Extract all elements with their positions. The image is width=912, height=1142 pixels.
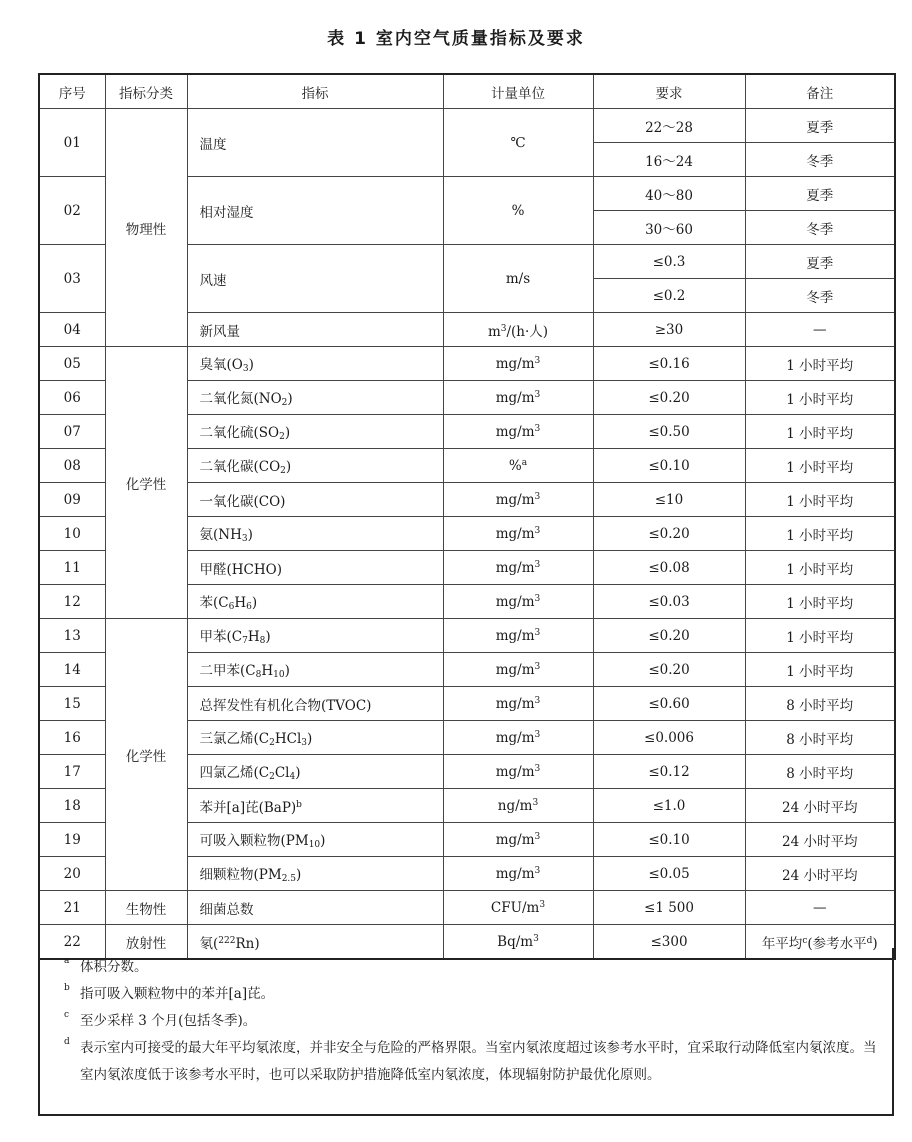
row-no: 22 bbox=[39, 925, 105, 960]
category-physical: 物理性 bbox=[105, 109, 187, 347]
remark: 夏季 bbox=[745, 245, 895, 279]
row-no: 17 bbox=[39, 755, 105, 789]
unit: $mg/m^3$ bbox=[443, 347, 593, 381]
category-radioactive: 放射性 bbox=[105, 925, 187, 960]
row-no: 04 bbox=[39, 313, 105, 347]
category-chemical-continued: 化学性 bbox=[105, 619, 187, 891]
header-no: 序号 bbox=[39, 74, 105, 109]
unit: $mg/m^3$ bbox=[443, 755, 593, 789]
remark: 夏季 bbox=[745, 109, 895, 143]
indicator-name: 新风量 bbox=[187, 313, 443, 347]
footnote-mark: c bbox=[64, 1010, 70, 1020]
table-row bbox=[39, 891, 895, 925]
indicator-name: 风速 bbox=[187, 245, 443, 313]
row-no: 12 bbox=[39, 585, 105, 619]
remark: 1 小时平均 bbox=[745, 483, 895, 517]
remark: 1 小时平均 bbox=[745, 619, 895, 653]
row-no: 11 bbox=[39, 551, 105, 585]
table-row bbox=[39, 347, 895, 381]
remark: 冬季 bbox=[745, 143, 895, 177]
requirement: ≤0.03 bbox=[593, 585, 745, 619]
remark: 1 小时平均 bbox=[745, 585, 895, 619]
footnote bbox=[64, 1035, 878, 1089]
requirement: ≤300 bbox=[593, 925, 745, 960]
unit: $mg/m^3$ bbox=[443, 619, 593, 653]
unit: ℃ bbox=[443, 109, 593, 177]
requirement: ≤0.20 bbox=[593, 381, 745, 415]
indicator-name: 甲醛(HCHO) bbox=[187, 551, 443, 585]
unit: % bbox=[443, 177, 593, 245]
requirement: ≤0.20 bbox=[593, 619, 745, 653]
indicator-name: 四氯乙烯$(C_2Cl_4)$ bbox=[187, 755, 443, 789]
indicator-name: 三氯乙烯$(C_2HCl_3)$ bbox=[187, 721, 443, 755]
requirement: ≤0.12 bbox=[593, 755, 745, 789]
remark: 24 小时平均 bbox=[745, 823, 895, 857]
requirement: ≤0.10 bbox=[593, 449, 745, 483]
category-chemical: 化学性 bbox=[105, 347, 187, 619]
unit: $mg/m^3$ bbox=[443, 687, 593, 721]
indicator-name: 氨$(NH_3)$ bbox=[187, 517, 443, 551]
unit: $mg/m^3$ bbox=[443, 415, 593, 449]
indicator-name: 可吸入颗粒物$(PM_{10})$ bbox=[187, 823, 443, 857]
footnote bbox=[64, 954, 878, 981]
unit: $mg/m^3$ bbox=[443, 857, 593, 891]
unit: $ng/m^3$ bbox=[443, 789, 593, 823]
requirement: ≤10 bbox=[593, 483, 745, 517]
requirement: ≤0.10 bbox=[593, 823, 745, 857]
requirement: 22～28 bbox=[593, 109, 745, 143]
footnote bbox=[64, 981, 878, 1008]
remark: 冬季 bbox=[745, 279, 895, 313]
remark: 8 小时平均 bbox=[745, 687, 895, 721]
requirement: ≤0.50 bbox=[593, 415, 745, 449]
requirement: ≤0.60 bbox=[593, 687, 745, 721]
remark: 8 小时平均 bbox=[745, 721, 895, 755]
row-no: 07 bbox=[39, 415, 105, 449]
footnote-text: 体积分数。 bbox=[80, 959, 148, 975]
indicator-name: 二氧化氮$(NO_2)$ bbox=[187, 381, 443, 415]
header-row bbox=[39, 74, 895, 109]
indicator-name: 二氧化硫$(SO_2)$ bbox=[187, 415, 443, 449]
remark: 年平均$^c$(参考水平$^d$) bbox=[745, 925, 895, 960]
footnotes bbox=[38, 948, 894, 1116]
requirement: ≤0.2 bbox=[593, 279, 745, 313]
requirement: 30～60 bbox=[593, 211, 745, 245]
footnote-text: 至少采样 3 个月(包括冬季)。 bbox=[80, 1013, 257, 1029]
remark: 1 小时平均 bbox=[745, 551, 895, 585]
indicator-name: 苯$(C_6H_6)$ bbox=[187, 585, 443, 619]
footnote-mark: a bbox=[64, 956, 70, 966]
indicator-name: 相对湿度 bbox=[187, 177, 443, 245]
row-no: 03 bbox=[39, 245, 105, 313]
unit: $mg/m^3$ bbox=[443, 381, 593, 415]
indicator-name: 氡($^{222}$Rn) bbox=[187, 925, 443, 960]
header-indicator: 指标 bbox=[187, 74, 443, 109]
row-no: 02 bbox=[39, 177, 105, 245]
remark: 24 小时平均 bbox=[745, 789, 895, 823]
unit: $mg/m^3$ bbox=[443, 823, 593, 857]
unit: $mg/m^3$ bbox=[443, 653, 593, 687]
footnote-mark: b bbox=[64, 983, 70, 993]
remark: 夏季 bbox=[745, 177, 895, 211]
indicator-name: 二氧化碳$(CO_2)$ bbox=[187, 449, 443, 483]
footnote-text: 表示室内可接受的最大年平均氡浓度，并非安全与危险的严格界限。当室内氡浓度超过该参考水平时，宜采取行动降低室内氡浓度。当室内氡浓度低于该参考水平时，也可以采取防护措施降低室内氡浓度，体现辐射防护最优化原则。 bbox=[80, 1040, 877, 1083]
requirement: ≤0.08 bbox=[593, 551, 745, 585]
unit: m/s bbox=[443, 245, 593, 313]
row-no: 19 bbox=[39, 823, 105, 857]
requirement: ≤0.3 bbox=[593, 245, 745, 279]
indicator-name: 苯并[a]芘(BaP)$^b$ bbox=[187, 789, 443, 823]
requirement: ≥30 bbox=[593, 313, 745, 347]
remark: 24 小时平均 bbox=[745, 857, 895, 891]
header-unit: 计量单位 bbox=[443, 74, 593, 109]
requirement: 16～24 bbox=[593, 143, 745, 177]
requirement: ≤0.05 bbox=[593, 857, 745, 891]
row-no: 18 bbox=[39, 789, 105, 823]
row-no: 05 bbox=[39, 347, 105, 381]
row-no: 14 bbox=[39, 653, 105, 687]
row-no: 10 bbox=[39, 517, 105, 551]
remark: 1 小时平均 bbox=[745, 415, 895, 449]
remark: 1 小时平均 bbox=[745, 449, 895, 483]
indicator-name: 细颗粒物$(PM_{2.5})$ bbox=[187, 857, 443, 891]
remark: — bbox=[745, 891, 895, 925]
requirement: ≤1.0 bbox=[593, 789, 745, 823]
footnote bbox=[64, 1008, 878, 1035]
remark: — bbox=[745, 313, 895, 347]
table-row bbox=[39, 619, 895, 653]
unit: $m^3/(h\cdot$人) bbox=[443, 313, 593, 347]
unit: $mg/m^3$ bbox=[443, 517, 593, 551]
row-no: 16 bbox=[39, 721, 105, 755]
footnote-mark: d bbox=[64, 1037, 70, 1047]
header-requirement: 要求 bbox=[593, 74, 745, 109]
indicator-name: 温度 bbox=[187, 109, 443, 177]
table-title: 表 1 室内空气质量指标及要求 bbox=[327, 29, 585, 49]
unit: $Bq/m^3$ bbox=[443, 925, 593, 960]
unit: $mg/m^3$ bbox=[443, 483, 593, 517]
row-no: 08 bbox=[39, 449, 105, 483]
row-no: 13 bbox=[39, 619, 105, 653]
remark: 1 小时平均 bbox=[745, 381, 895, 415]
table-row bbox=[39, 109, 895, 143]
unit: $mg/m^3$ bbox=[443, 551, 593, 585]
remark: 冬季 bbox=[745, 211, 895, 245]
remark: 1 小时平均 bbox=[745, 347, 895, 381]
unit: $mg/m^3$ bbox=[443, 585, 593, 619]
footnote-text: 指可吸入颗粒物中的苯并[a]芘。 bbox=[80, 986, 275, 1002]
row-no: 01 bbox=[39, 109, 105, 177]
requirement: ≤0.16 bbox=[593, 347, 745, 381]
requirement: ≤0.20 bbox=[593, 517, 745, 551]
indicator-name: 甲苯$(C_7H_8)$ bbox=[187, 619, 443, 653]
remark: 1 小时平均 bbox=[745, 517, 895, 551]
row-no: 09 bbox=[39, 483, 105, 517]
requirement: 40～80 bbox=[593, 177, 745, 211]
remark: 8 小时平均 bbox=[745, 755, 895, 789]
indicator-name: 总挥发性有机化合物(TVOC) bbox=[187, 687, 443, 721]
requirement: ≤0.20 bbox=[593, 653, 745, 687]
row-no: 21 bbox=[39, 891, 105, 925]
indicator-name: 臭氧$(O_3)$ bbox=[187, 347, 443, 381]
header-category: 指标分类 bbox=[105, 74, 187, 109]
indicator-name: 一氧化碳(CO) bbox=[187, 483, 443, 517]
remark: 1 小时平均 bbox=[745, 653, 895, 687]
unit: CFU/$m^3$ bbox=[443, 891, 593, 925]
air-quality-table bbox=[38, 73, 896, 960]
indicator-name: 二甲苯$(C_8H_{10})$ bbox=[187, 653, 443, 687]
row-no: 06 bbox=[39, 381, 105, 415]
requirement: ≤1 500 bbox=[593, 891, 745, 925]
header-remark: 备注 bbox=[745, 74, 895, 109]
row-no: 15 bbox=[39, 687, 105, 721]
category-biological: 生物性 bbox=[105, 891, 187, 925]
row-no: 20 bbox=[39, 857, 105, 891]
unit: %$^a$ bbox=[443, 449, 593, 483]
unit: $mg/m^3$ bbox=[443, 721, 593, 755]
indicator-name: 细菌总数 bbox=[187, 891, 443, 925]
requirement: ≤0.006 bbox=[593, 721, 745, 755]
